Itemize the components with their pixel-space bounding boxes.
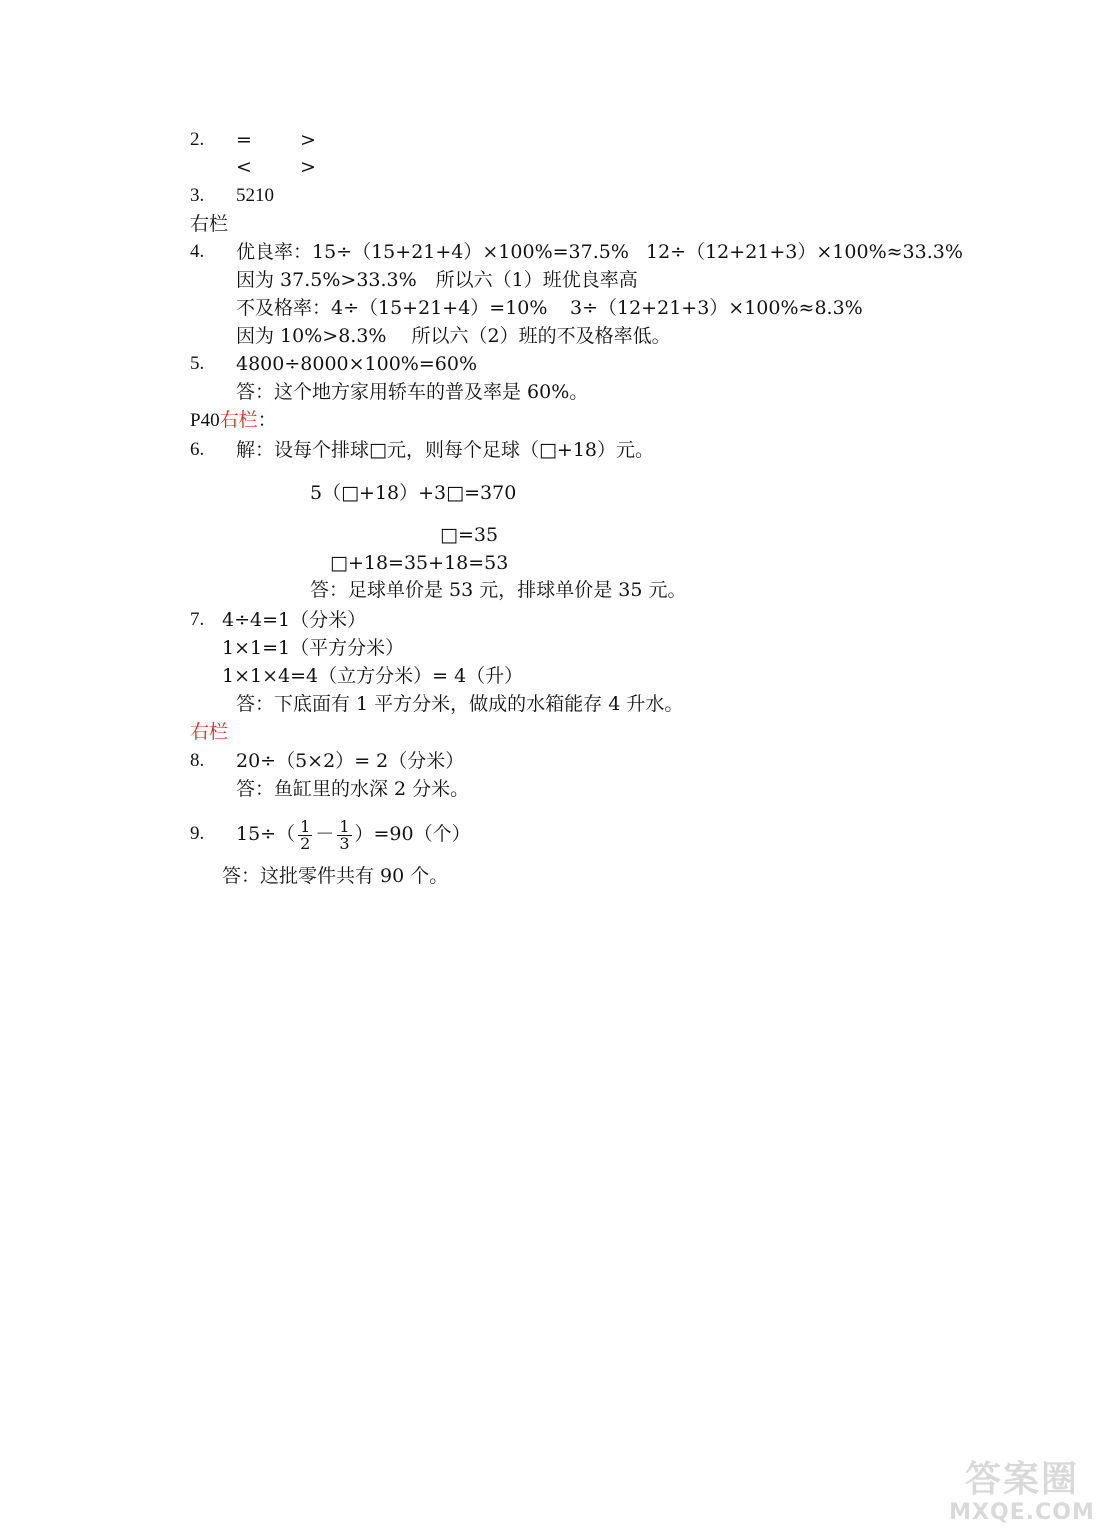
q7-line-4: 答：下底面有 1 平方分米，做成的水箱能存 4 升水。 <box>236 693 684 715</box>
q2-number: 2. <box>190 129 205 150</box>
q2-answer-2: > <box>300 129 316 151</box>
q8-number: 8. <box>190 750 205 771</box>
q2-answer-4: > <box>300 156 316 178</box>
q8-line-1: 20÷（5×2）= 2（分米） <box>236 750 465 772</box>
q5-line-1: 4800÷8000×100%=60% <box>236 353 478 375</box>
page-number: P40 <box>190 410 220 431</box>
q4-number: 4. <box>190 241 205 262</box>
watermark-logo <box>932 1460 1112 1530</box>
q2-answer-3: < <box>236 156 252 178</box>
fraction-denominator: 3 <box>339 833 350 853</box>
fraction-one-third <box>337 816 351 853</box>
section-heading-right-column-2: 右栏 <box>190 721 229 743</box>
q9-equation-prefix: 15÷（ <box>236 823 296 845</box>
q4-line-3b: 3÷（12+21+3）×100%≈8.3% <box>570 297 863 319</box>
q9-equation <box>236 812 471 856</box>
q7-number: 7. <box>190 609 205 630</box>
q8-line-2: 答：鱼缸里的水深 2 分米。 <box>236 778 470 800</box>
q9-equation-suffix: ）=90（个） <box>354 823 471 845</box>
q6-line-2: 5（□+18）+3□=370 <box>310 482 517 504</box>
q6-line-3: □=35 <box>440 524 499 546</box>
q2-answer-1: = <box>236 129 252 151</box>
q5-line-2: 答：这个地方家用轿车的普及率是 60%。 <box>236 381 589 403</box>
q4-line-3a: 不及格率：4÷（15+21+4）=10% <box>236 297 548 319</box>
watermark-logo-text: 答案圈 <box>964 1459 1079 1500</box>
q6-line-4: □+18=35+18=53 <box>330 552 509 574</box>
fraction-numerator: 1 <box>300 816 311 836</box>
q6-number: 6. <box>190 439 205 460</box>
q7-line-1: 4÷4=1（分米） <box>222 609 367 631</box>
section-heading-right-column: 右栏 <box>219 409 258 431</box>
q6-line-5: 答：足球单价是 53 元，排球单价是 35 元。 <box>310 579 687 601</box>
watermark-site-text: MXQE.COM <box>949 1500 1095 1525</box>
q3-answer: 5210 <box>236 185 274 206</box>
fraction-one-half <box>298 816 312 853</box>
q7-line-3: 1×1×4=4（立方分米）= 4（升） <box>222 665 524 687</box>
q4-line-1a: 优良率：15÷（15+21+4）×100%=37.5% <box>236 241 629 263</box>
q3-number: 3. <box>190 185 205 206</box>
q7-line-2: 1×1=1（平方分米） <box>222 637 405 659</box>
fraction-numerator: 1 <box>339 816 350 836</box>
minus-sign: － <box>315 823 335 845</box>
q4-line-2: 因为 37.5%>33.3% 所以六（1）班优良率高 <box>236 269 638 291</box>
page-reference-heading <box>190 408 277 433</box>
q5-number: 5. <box>190 353 205 374</box>
heading-colon: ： <box>257 409 277 431</box>
fraction-denominator: 2 <box>300 833 311 853</box>
section-heading-right-column: 右栏 <box>190 213 229 235</box>
q4-line-1b: 12÷（12+21+3）×100%≈33.3% <box>646 241 963 263</box>
q4-line-4: 因为 10%>8.3% 所以六（2）班的不及格率低。 <box>236 325 671 347</box>
q9-answer: 答：这批零件共有 90 个。 <box>222 865 449 887</box>
q6-line-1: 解：设每个排球□元，则每个足球（□+18）元。 <box>236 439 655 461</box>
q9-number: 9. <box>190 823 205 844</box>
